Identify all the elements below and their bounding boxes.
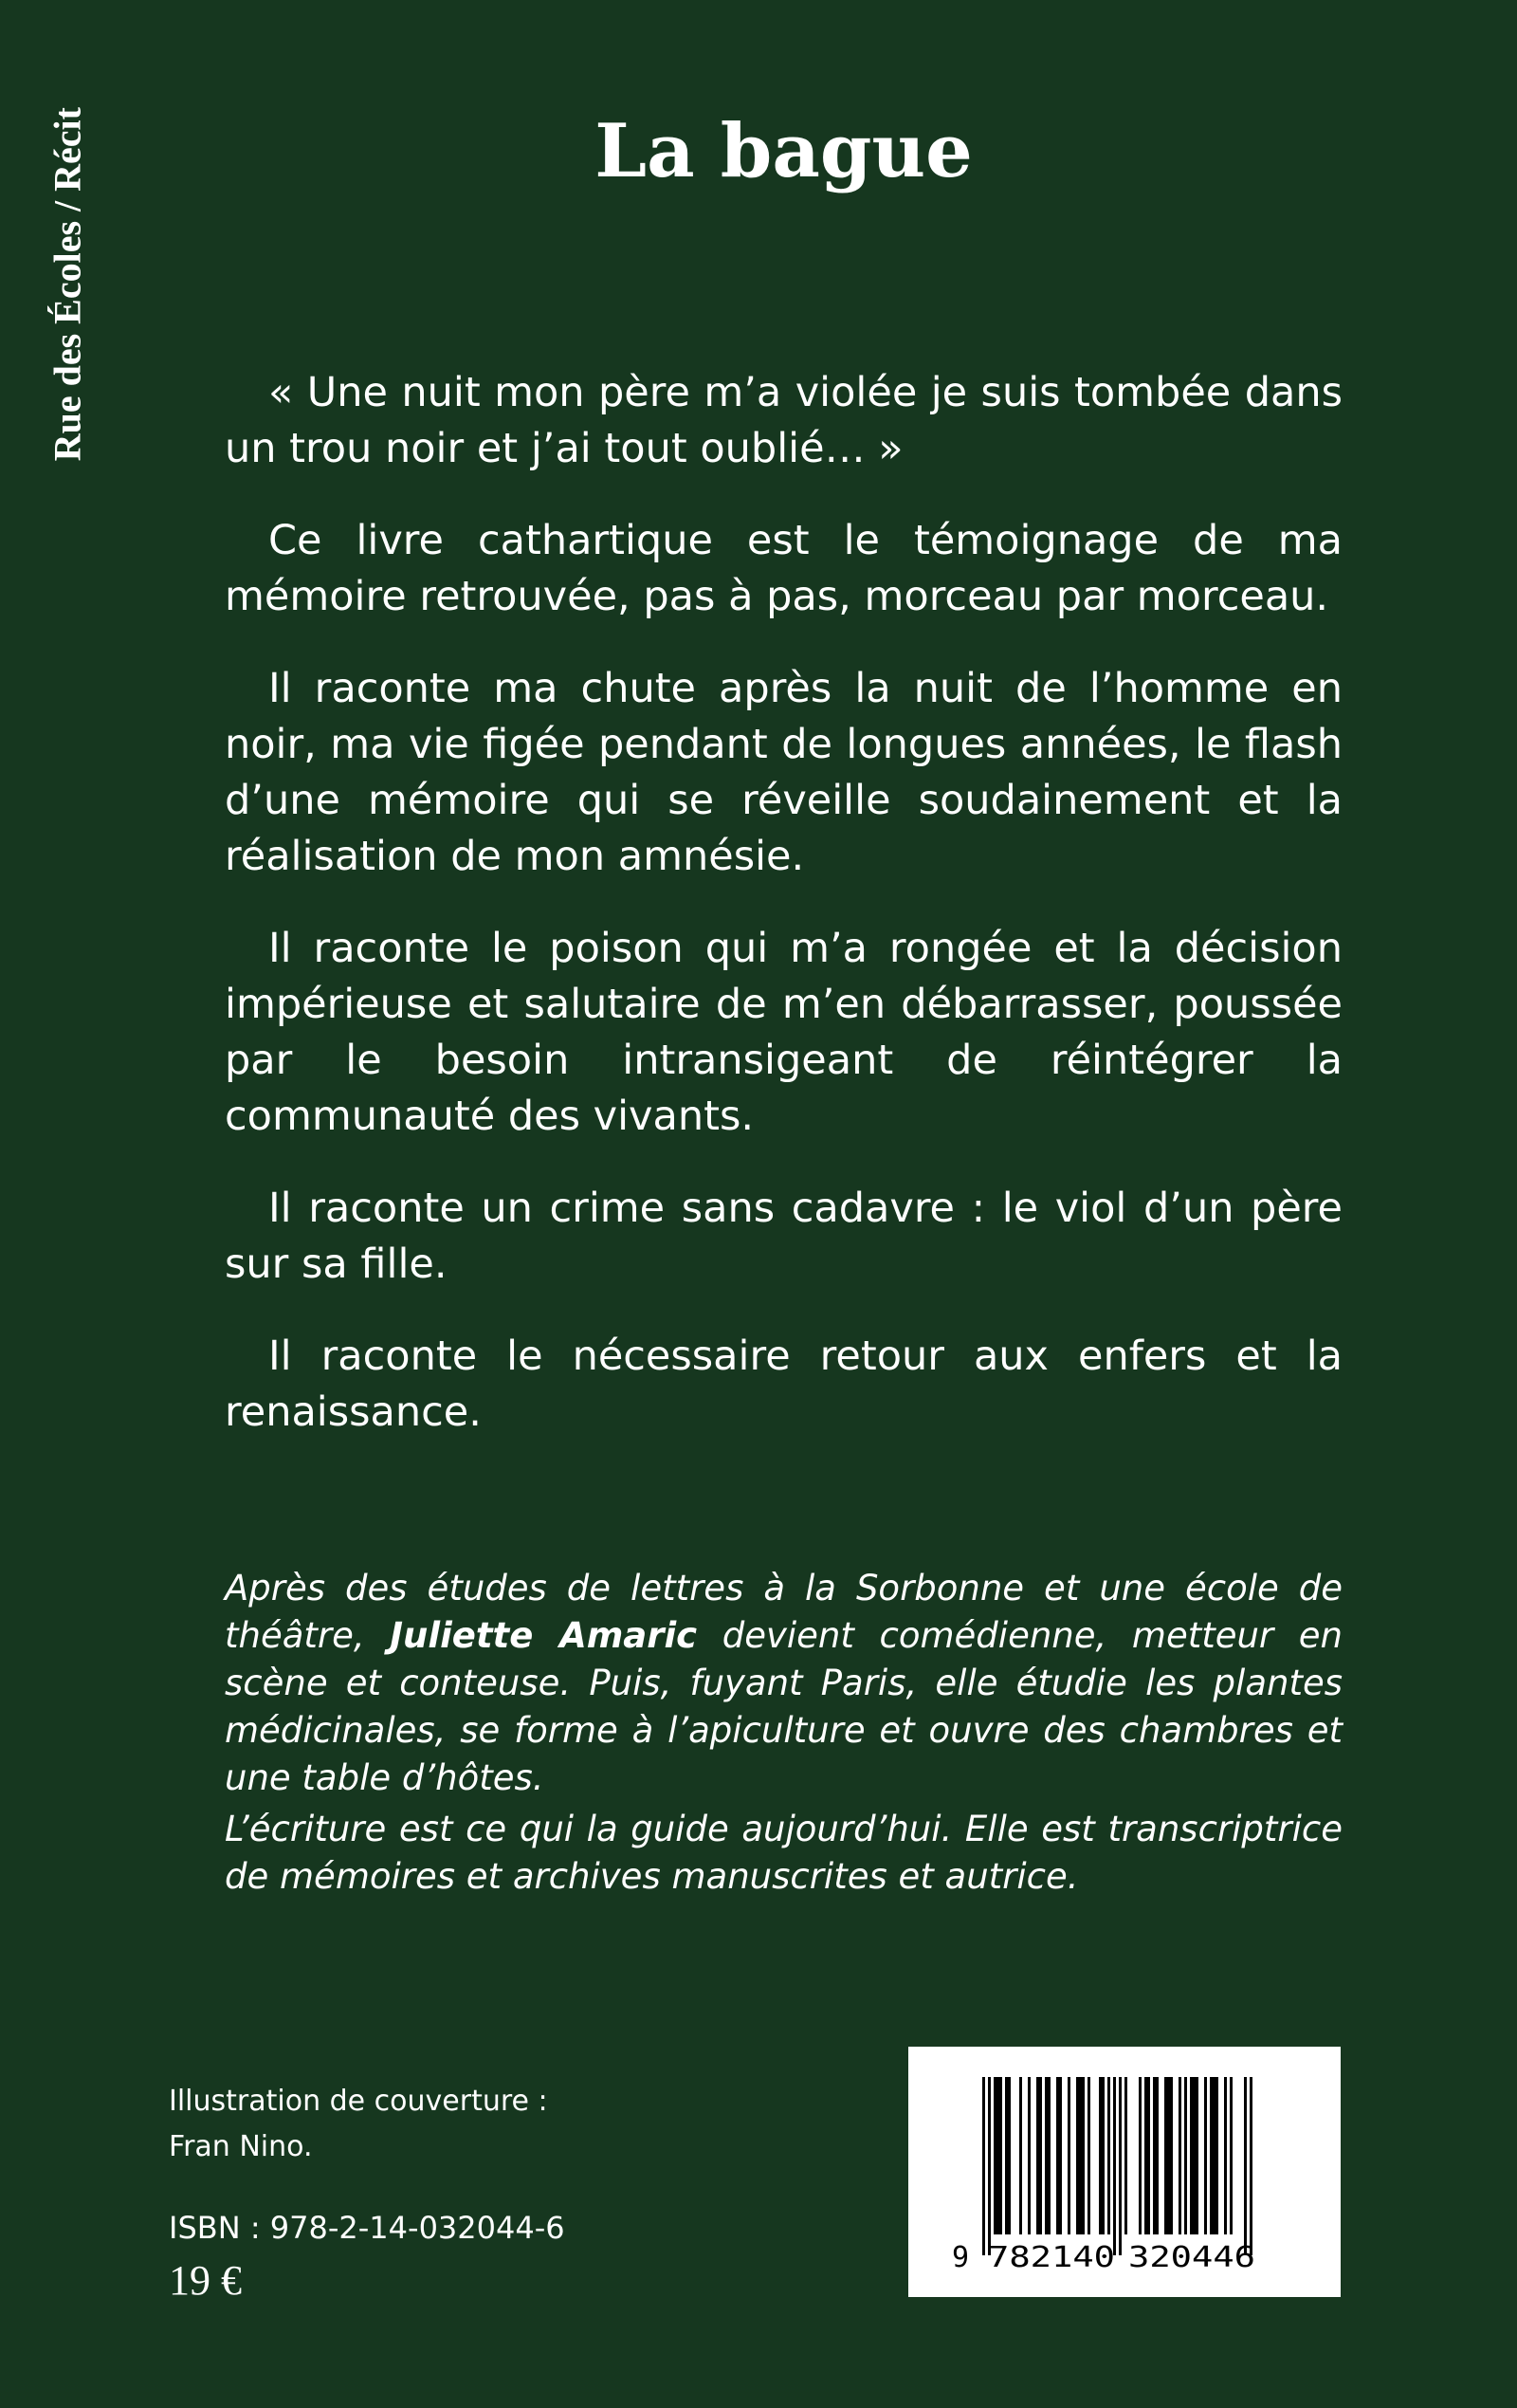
barcode-bar (1156, 2077, 1159, 2234)
barcode-bar (1045, 2077, 1048, 2234)
barcode-guard-bar (1113, 2077, 1116, 2255)
author-bio (225, 1565, 1343, 1904)
illustrator-name: Fran Nino. (169, 2130, 313, 2163)
barcode-lead-digit: 9 (952, 2241, 970, 2271)
blurb-paragraph: Il raconte ma chute après la nuit de l’homme en noir, ma vie figée pendant de longues années, le flash d’une mémoire qui se réveille soudainement et la réalisation de mon amnésie. (225, 665, 1343, 880)
barcode-bar (1179, 2077, 1181, 2234)
barcode-bar (1193, 2077, 1196, 2234)
illustration-label: Illustration de couverture : (169, 2085, 548, 2118)
barcode-bar (1087, 2077, 1090, 2234)
bio-paragraph (225, 1565, 1343, 1802)
barcode-bar (1124, 2077, 1127, 2234)
bio-continuation: devient comédienne, metteur en scène et conteuse. Puis, fuyant Paris, elle étudie les plantes médicinales, se forme à l’apiculture et ouvre des chambres et une table d’hôtes. (225, 1615, 1343, 1798)
barcode-bar (1059, 2077, 1062, 2234)
author-name: Juliette Amaric (390, 1615, 698, 1656)
blurb-paragraph: Il raconte un crime sans cadavre : le viol d’un père sur sa fille. (225, 1185, 1343, 1288)
bio-paragraph-2: L’écriture est ce qui la guide aujourd’hui. Elle est transcriptrice de mémoires et archives manuscrites et autrice. (225, 1809, 1343, 1897)
barcode-bar (1039, 2077, 1042, 2234)
barcode-bar (1048, 2077, 1051, 2234)
barcode-guard-bar (1244, 2077, 1247, 2255)
barcode-bar (1210, 2077, 1213, 2234)
barcode-bar (1076, 2077, 1079, 2234)
barcode-guard-bar (1119, 2077, 1122, 2255)
barcode-bar (1196, 2077, 1198, 2234)
barcode-bar (1008, 2077, 1011, 2234)
barcode-bar (1164, 2077, 1167, 2234)
barcode-bar (1213, 2077, 1215, 2234)
barcode-bars (982, 2077, 1252, 2255)
barcode-bar (1102, 2077, 1105, 2234)
blurb-paragraph: Ce livre cathartique est le témoignage de ma mémoire retrouvée, pas à pas, morceau par morceau. (225, 517, 1343, 620)
barcode (950, 2077, 1301, 2271)
barcode-bar (1144, 2077, 1147, 2234)
barcode-bar (1099, 2077, 1102, 2234)
barcode-bar (1056, 2077, 1059, 2234)
barcode-bar (1230, 2077, 1233, 2234)
isbn: ISBN : 978-2-14-032044-6 (169, 2210, 565, 2246)
bio-intro: Après des études de lettres à la Sorbonne et une école de théâtre, (225, 1568, 1343, 1656)
barcode-bar (1019, 2077, 1022, 2234)
barcode-bar (1184, 2077, 1187, 2234)
barcode-bar (1079, 2077, 1082, 2234)
barcode-box (908, 2047, 1341, 2297)
blurb-paragraph: Il raconte le nécessaire retour aux enfers et la renaissance. (225, 1333, 1343, 1436)
barcode-bar (1005, 2077, 1008, 2234)
barcode-guard-bar (988, 2077, 991, 2255)
barcode-right-digits: 320446 (1128, 2241, 1255, 2271)
blurb-paragraph: « Une nuit mon père m’a violée je suis tombée dans un trou noir et j’ai tout oublié… » (225, 369, 1343, 472)
price: 19 € (169, 2257, 242, 2304)
blurb-paragraph: Il raconte le poison qui m’a rongée et la décision impérieuse et salutaire de m’en débarrasser, poussée par le besoin intransigeant de réintégrer la communauté des vivants. (225, 925, 1343, 1140)
barcode-bar (999, 2077, 1002, 2234)
blurb (225, 365, 1343, 1477)
barcode-guard-bar (1250, 2077, 1252, 2255)
barcode-left-digits: 782140 (988, 2241, 1115, 2271)
barcode-bar (996, 2077, 999, 2234)
barcode-bar (1139, 2077, 1142, 2234)
barcode-bar (1190, 2077, 1193, 2234)
book-title: La bague (594, 108, 973, 194)
barcode-bar (994, 2077, 996, 2234)
barcode-bar (1167, 2077, 1170, 2234)
barcode-bar (1028, 2077, 1031, 2234)
barcode-bar (1147, 2077, 1150, 2234)
barcode-bar (1153, 2077, 1156, 2234)
barcode-bar (1215, 2077, 1218, 2234)
barcode-bar (1068, 2077, 1070, 2234)
barcode-bar (1107, 2077, 1110, 2234)
barcode-bar (1036, 2077, 1039, 2234)
barcode-bar (1224, 2077, 1227, 2234)
barcode-bar (1082, 2077, 1085, 2234)
barcode-bar (1204, 2077, 1207, 2234)
collection-label: Rue des Écoles / Récit (46, 107, 88, 462)
barcode-bar (1170, 2077, 1173, 2234)
illustration-credit (169, 2079, 548, 2170)
barcode-guard-bar (982, 2077, 985, 2255)
